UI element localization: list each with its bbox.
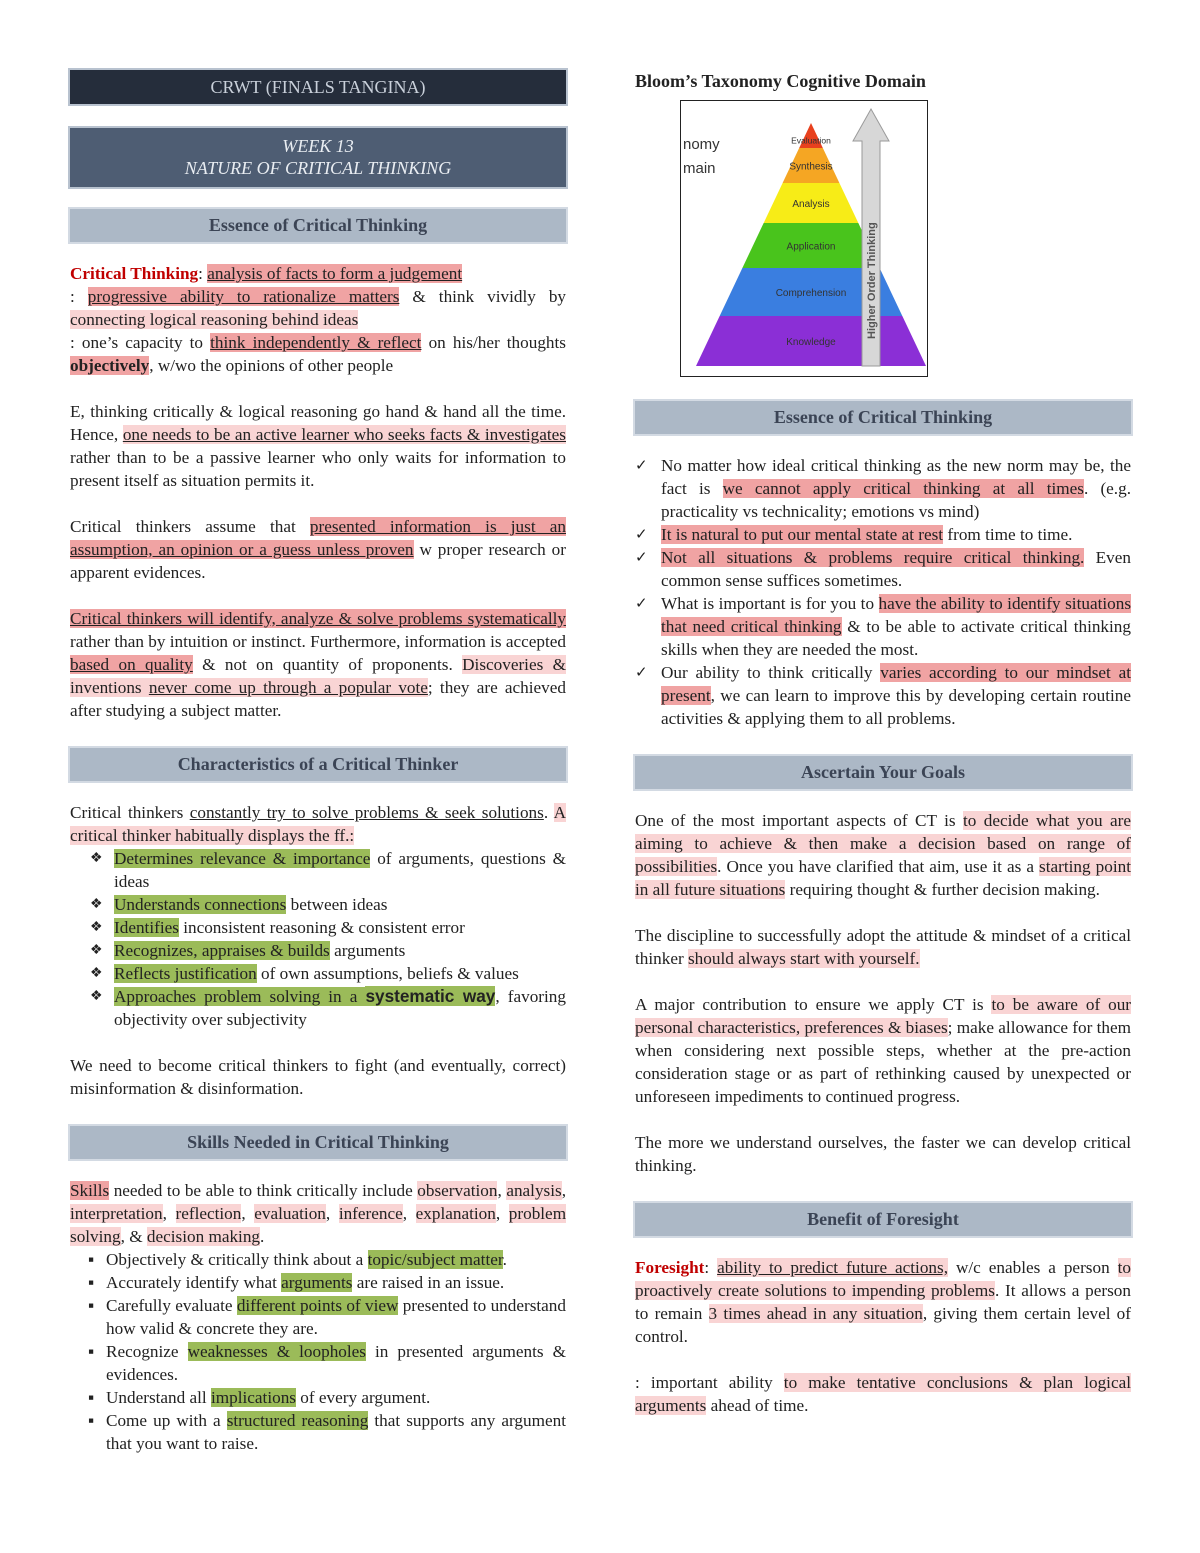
right-column <box>635 70 1131 1417</box>
highlight: connecting logical reasoning behind ideas <box>70 310 359 329</box>
highlight: think independently & reflect <box>210 333 422 352</box>
highlight: objectively <box>70 356 150 375</box>
pyramid-level-label: Analysis <box>792 199 830 210</box>
list-item: ▪ Objectively & critically think about a topic/subject matter. <box>70 1248 566 1271</box>
list-item: ▪ Recognize weaknesses & loopholes in presented arguments & evidences. <box>70 1340 566 1386</box>
paragraph: Critical thinkers assume that presented information is just an assumption, an opinion or a guess unless proven w proper research or apparent evidences. <box>70 517 566 582</box>
term-critical-thinking: Critical Thinking <box>70 264 199 283</box>
list-item: ❖ Reflects justification of own assumptions, beliefs & values <box>70 962 566 985</box>
document-title: CRWT (FINALS TANGINA) <box>70 70 566 104</box>
skills-list <box>70 1248 566 1455</box>
pyramid-level-label: Application <box>786 241 836 253</box>
term-foresight: Foresight <box>635 1258 705 1277</box>
arrow-label: Higher Order Thinking <box>866 222 878 339</box>
corner-text: main <box>683 160 716 177</box>
ct-definition: Critical Thinking: analysis of facts to form a judgement : progressive ability to rationalize matters & think vividly by connecting logical reasoning behind ideas : one’s capacity to think independently & reflect on his/her thoughts objectively, w/wo the opinions of other people <box>70 264 567 375</box>
highlight: A critical thinker habitually displays the ff.: <box>70 803 566 845</box>
section-heading-essence: Essence of Critical Thinking <box>70 209 566 242</box>
list-item: ✓ No matter how ideal critical thinking as the new norm may be, the fact is we cannot apply critical thinking at all times. (e.g. practicality vs technicality; emotions vs mind) <box>635 454 1131 523</box>
paragraph: E, thinking critically & logical reasoning go hand & hand all the time. Hence, one needs to be an active learner who seeks facts & investigates rather than to be a passive learner who only waits for information to present itself as situation permits it. <box>70 402 566 490</box>
list-item: ❖ Recognizes, appraises & builds arguments <box>70 939 566 962</box>
pyramid-level-label: Synthesis <box>789 161 833 173</box>
paragraph: A major contribution to ensure we apply CT is to be aware of our personal characteristics, preferences & biases; make allowance for them when considering next possible steps, whether at the pre-action consideration stage or as part of rethinking caused by unexpected or unforeseen impediments to continued progress. <box>635 995 1132 1106</box>
week-topic: NATURE OF CRITICAL THINKING <box>184 158 452 178</box>
characteristics-list <box>70 847 566 1031</box>
list-item: ❖ Determines relevance & importance of arguments, questions & ideas <box>70 847 566 893</box>
paragraph: Critical thinkers will identify, analyze & solve problems systematically rather than by intuition or instinct. Furthermore, information is accepted based on quality & not on quantity of proponents. Discoveries & inventions never come up through a popular vote; they are achieved after studying a subject matter. <box>70 609 567 720</box>
section-heading-characteristics: Characteristics of a Critical Thinker <box>70 748 566 781</box>
list-item: ▪ Carefully evaluate different points of view presented to understand how valid & concrete they are. <box>70 1294 566 1340</box>
list-item: ✓ Not all situations & problems require critical thinking. Even common sense suffices sometimes. <box>635 546 1131 592</box>
highlight: Discoveries & inventions <box>70 655 567 697</box>
list-item: ❖ Understands connections between ideas <box>70 893 566 916</box>
section-heading-foresight: Benefit of Foresight <box>635 1203 1131 1236</box>
paragraph: : important ability to make tentative conclusions & plan logical arguments ahead of time. <box>635 1373 1131 1415</box>
pyramid-levels <box>696 123 926 366</box>
pyramid-level-label: Evaluation <box>791 135 831 146</box>
highlight: one needs to be an active learner who seeks facts & investigates <box>122 425 566 444</box>
list-item: ❖ Approaches problem solving in a systematic way, favoring objectivity over subjectivity <box>70 985 566 1031</box>
list-item: ▪ Understand all implications of every argument. <box>70 1386 566 1409</box>
paragraph: Critical thinkers constantly try to solve problems & seek solutions. A critical thinker habitually displays the ff.: <box>70 803 566 845</box>
list-item: ▪ Accurately identify what arguments are raised in an issue. <box>70 1271 566 1294</box>
paragraph: The more we understand ourselves, the faster we can develop critical thinking. <box>635 1133 1131 1175</box>
list-item: ▪ Come up with a structured reasoning that supports any argument that you want to raise. <box>70 1409 566 1455</box>
list-item: ✓ It is natural to put our mental state at rest from time to time. <box>635 523 1131 546</box>
highlight: based on quality <box>70 655 193 674</box>
highlight: never come up through a popular vote <box>148 678 428 697</box>
figure-title: Bloom’s Taxonomy Cognitive Domain <box>635 71 926 91</box>
pyramid-diagram <box>681 101 927 376</box>
section-heading-goals: Ascertain Your Goals <box>635 756 1131 789</box>
paragraph: The discipline to successfully adopt the attitude & mindset of a critical thinker should always start with yourself. <box>635 926 1131 968</box>
corner-text: nomy <box>683 136 720 153</box>
list-item: ✓ Our ability to think critically varies according to our mindset at present, we can learn to improve this by developing certain routine activities & applying them to all problems. <box>635 661 1131 730</box>
pyramid-level-label: Knowledge <box>786 337 836 348</box>
highlight: progressive ability to rationalize matters <box>87 287 400 306</box>
week-banner <box>70 128 566 187</box>
list-item: ❖ Identifies inconsistent reasoning & consistent error <box>70 916 566 939</box>
section-heading-essence-right: Essence of Critical Thinking <box>635 401 1131 434</box>
paragraph: Foresight: ability to predict future actions, w/c enables a person to proactively create solutions to impending problems. It allows a person to remain 3 times ahead in any situation, giving them certain level of control. <box>635 1258 1131 1346</box>
pyramid-level-label: Comprehension <box>775 288 847 299</box>
paragraph: One of the most important aspects of CT is to decide what you are aiming to achieve & then make a decision based on range of possibilities. Once you have clarified that aim, use it as a starting point in all future situations requiring thought & further decision making. <box>635 811 1131 899</box>
week-label: WEEK 13 <box>282 136 354 156</box>
blooms-taxonomy-figure <box>680 100 928 377</box>
essence-checklist <box>635 454 1131 730</box>
highlight: presented information is just an assumption, an opinion or a guess unless proven <box>70 517 566 559</box>
paragraph: Skills needed to be able to think critically include observation, analysis, interpretation, reflection, evaluation, inference, explanation, problem solving, & decision making. <box>70 1181 567 1246</box>
highlight: analysis of facts to form a judgement <box>207 264 463 283</box>
highlight: Critical thinkers will identify, analyze & solve problems systematically <box>70 609 566 628</box>
paragraph: We need to become critical thinkers to fight (and eventually, correct) misinformation & disinformation. <box>70 1056 566 1098</box>
section-heading-skills: Skills Needed in Critical Thinking <box>70 1126 566 1159</box>
list-item: ✓ What is important is for you to have the ability to identify situations that need critical thinking & to be able to activate critical thinking skills when they are needed the most. <box>635 592 1131 661</box>
left-column <box>70 70 566 1455</box>
